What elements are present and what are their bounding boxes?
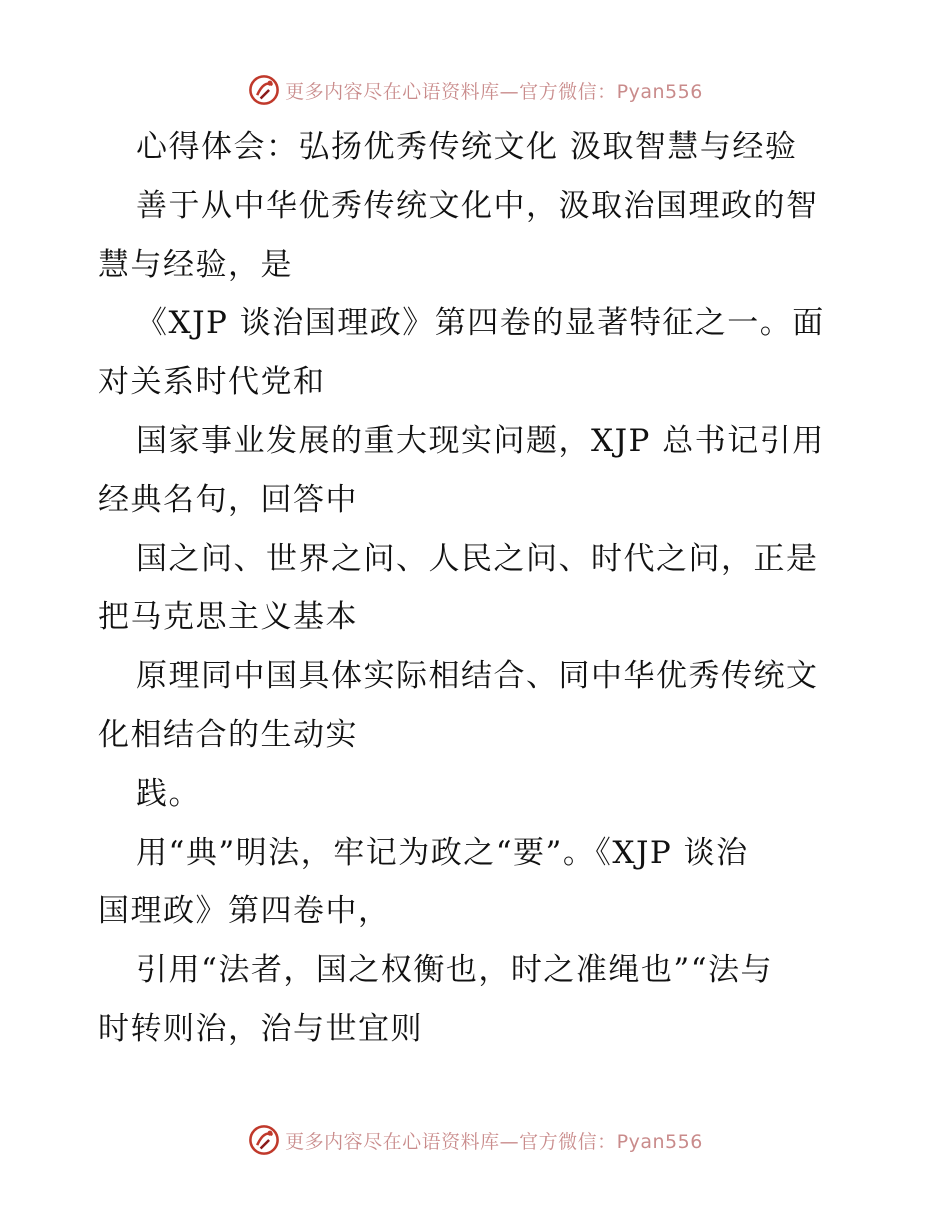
logo-icon [247,1123,281,1157]
text-line: 原理同中国具体实际相结合、同中华优秀传统文 [136,658,819,695]
document-title: 心得体会：弘扬优秀传统文化 汲取智慧与经验 [136,129,798,165]
logo-icon [247,73,281,107]
watermark-header [0,70,950,110]
text-line: 化相结合的生动实 [98,716,358,753]
text-line: 践。 [136,775,201,812]
text-line: 引用“法者，国之权衡也，时之准绳也”“法与 [136,952,774,989]
text-line: 用“典”明法，牢记为政之“要”。《XJP 谈治 [136,834,749,871]
watermark-footer [0,1120,950,1160]
text-line: 时转则治，治与世宜则 [98,1010,423,1047]
text-line: 把马克思主义基本 [98,599,358,636]
watermark-text: 更多内容尽在心语资料库—官方微信：Pyan556 [285,1130,703,1153]
text-line: 《XJP 谈治国理政》第四卷的显著特征之一。面 [136,305,825,342]
text-line: 国家事业发展的重大现实问题，XJP 总书记引用 [136,422,825,459]
text-line: 善于从中华优秀传统文化中，汲取治国理政的智 [136,187,819,224]
watermark-text: 更多内容尽在心语资料库—官方微信：Pyan556 [285,80,703,103]
text-line: 国之问、世界之问、人民之问、时代之问，正是 [136,540,819,577]
text-line: 慧与经验，是 [98,246,293,283]
text-line: 经典名句，回答中 [98,481,358,518]
text-line: 国理政》第四卷中， [98,893,391,930]
text-line: 对关系时代党和 [98,364,326,401]
document-body [98,118,858,1059]
